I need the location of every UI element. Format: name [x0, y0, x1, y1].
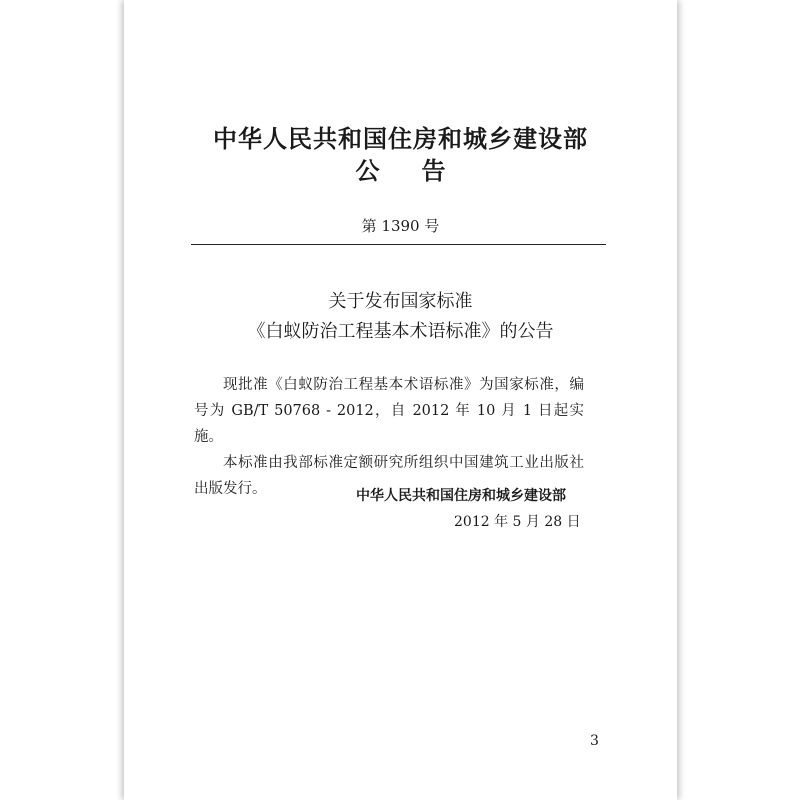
subject-line-2: 《白蚁防治工程基本术语标准》的公告: [247, 321, 554, 342]
notice-subject: [124, 287, 677, 347]
header-divider: [191, 244, 606, 245]
page-number: 3: [590, 733, 599, 749]
subject-line-1: 关于发布国家标准: [328, 291, 473, 312]
notice-body: [194, 372, 584, 502]
notice-title: 公告: [355, 157, 488, 185]
body-paragraph-2: 本标准由我部标准定额研究所组织中国建筑工业出版社出版发行。: [194, 455, 584, 497]
body-paragraph-1: 现批准《白蚁防治工程基本术语标准》为国家标准，编号为 GB/T 50768 - 2012，自 2012 年 10 月 1 日起实施。: [194, 377, 584, 445]
signing-organization: 中华人民共和国住房和城乡建设部: [356, 488, 566, 504]
signing-date: 2012 年 5 月 28 日: [454, 514, 581, 530]
document-number: 第 1390 号: [361, 217, 440, 235]
document-page: [124, 0, 677, 800]
organization-title: 中华人民共和国住房和城乡建设部: [213, 125, 588, 153]
